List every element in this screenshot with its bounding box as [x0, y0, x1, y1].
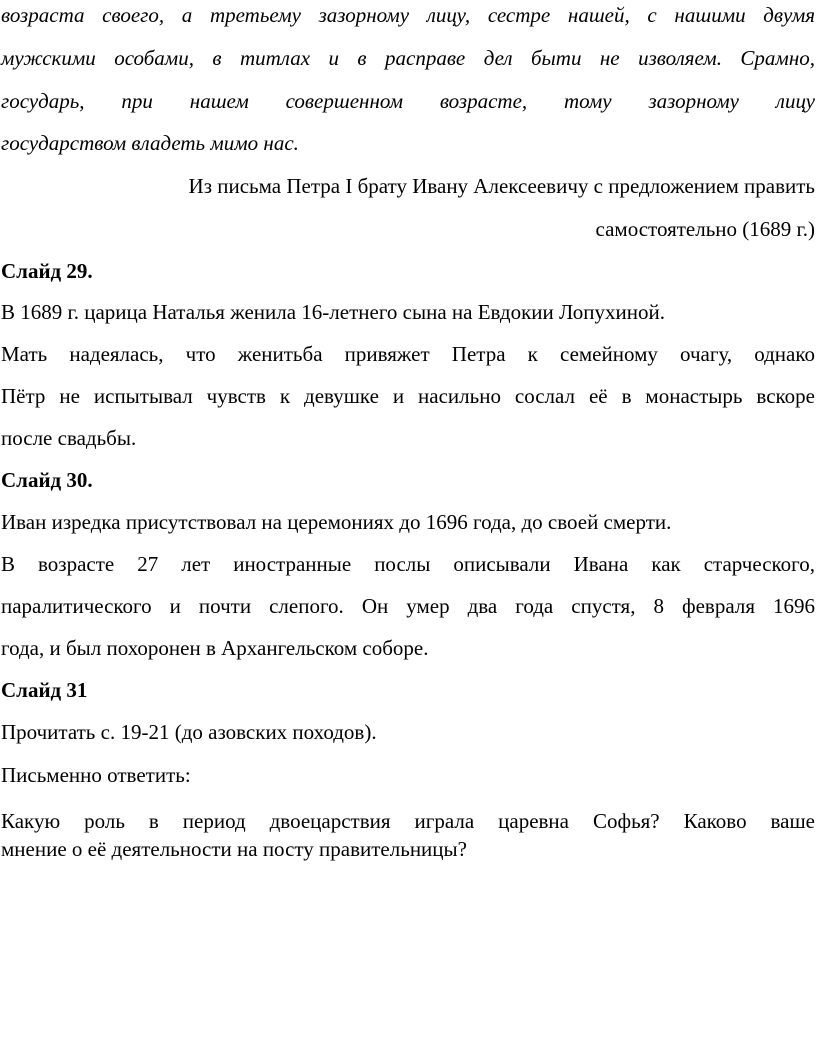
source-line: Из письма Петра I брату Ивану Алексеевичу с предложением править — [188, 174, 815, 198]
paragraph-line: паралитического и почти слепого. Он умер два года спустя, 8 февраля 1696 — [1, 594, 815, 618]
paragraph-line: В возрасте 27 лет иностранные послы описывали Ивана как старческого, — [1, 552, 815, 576]
slide-29-heading: Слайд 29. — [1, 259, 93, 283]
quote-line: государь, при нашем совершенном возрасте, тому зазорному лицу — [1, 89, 815, 113]
slide-30-heading: Слайд 30. — [1, 468, 93, 492]
paragraph-line: В 1689 г. царица Наталья женила 16-летнего сына на Евдокии Лопухиной. — [1, 300, 665, 324]
slide-31-heading: Слайд 31 — [1, 678, 88, 702]
paragraph-line: Письменно ответить: — [1, 763, 191, 787]
paragraph-line: после свадьбы. — [1, 426, 137, 450]
quote-line: возраста своего, а третьему зазорному лицу, сестре нашей, с нашими двумя — [1, 3, 815, 27]
quote-line: мужскими особами, в титлах и в расправе дел быти не изволяем. Срамно, — [1, 46, 815, 70]
paragraph-line: Прочитать с. 19-21 (до азовских походов). — [1, 720, 377, 744]
paragraph-line: Какую роль в период двоецарствия играла царевна Софья? Каково ваше — [1, 809, 815, 833]
paragraph-line: Иван изредка присутствовал на церемониях до 1696 года, до своей смерти. — [1, 510, 672, 534]
paragraph-line: мнение о её деятельности на посту правительницы? — [1, 837, 467, 861]
paragraph-line: Мать надеялась, что женитьба привяжет Петра к семейному очагу, однако — [1, 342, 815, 366]
paragraph-line: Пётр не испытывал чувств к девушке и насильно сослал её в монастырь вскоре — [1, 384, 815, 408]
paragraph-line: года, и был похоронен в Архангельском соборе. — [1, 636, 429, 660]
source-line: самостоятельно (1689 г.) — [595, 217, 815, 241]
quote-line: государством владеть мимо нас. — [1, 131, 299, 155]
